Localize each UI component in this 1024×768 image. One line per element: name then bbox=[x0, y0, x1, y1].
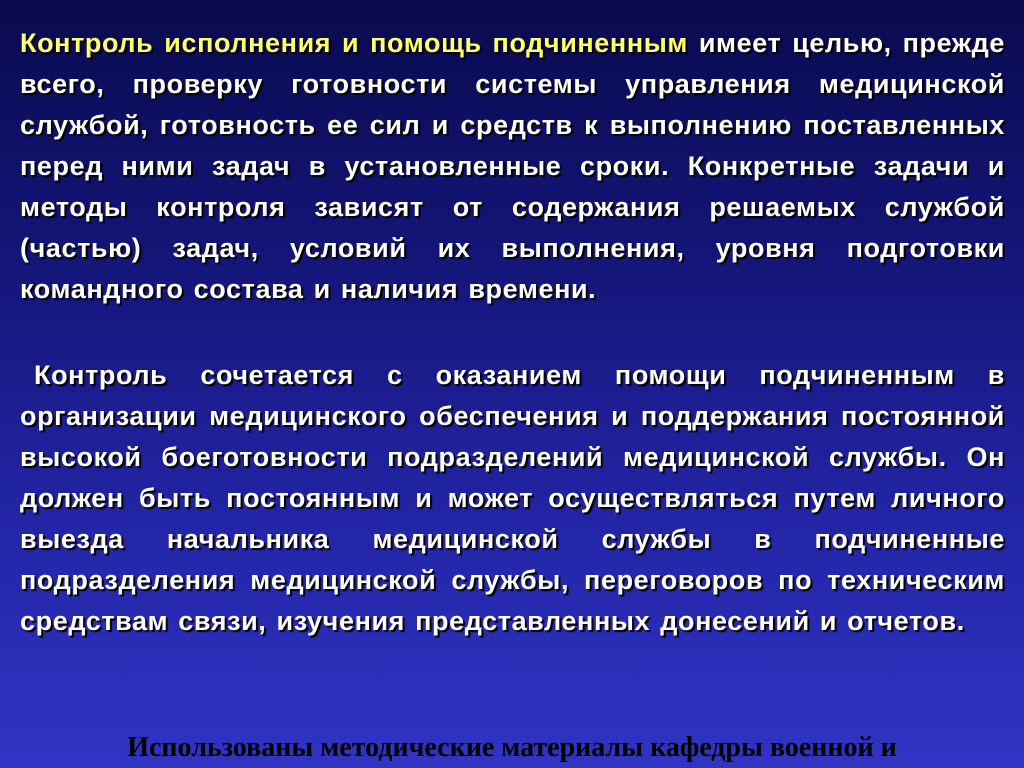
paragraph-1-text: имеет целью, прежде всего, проверку готовности системы управления медицинской службой, готовность ее сил и средств к выполнению поставленных перед ними задач в установленные сроки. Конкретные задачи и методы контроля зависят от содержания решаемых службой (частью) задач, условий их выполнения, уровня подготовки командного состава и наличия времени. bbox=[20, 28, 1005, 304]
paragraph-1 bbox=[20, 23, 1005, 310]
highlighted-phrase: Контроль исполнения и помощь подчиненным bbox=[20, 28, 688, 58]
footer-note: Использованы методические материалы кафедры военной и bbox=[127, 732, 897, 763]
paragraph-2: Контроль сочетается с оказанием помощи подчиненным в организации медицинского обеспечения и поддержания постоянной высокой боеготовности подразделений медицинской службы. Он должен быть постоянным и может осуществляться путем личного выезда начальника медицинской службы в подчиненные подразделения медицинской службы, переговоров по техническим средствам связи, изучения представленных донесений и отчетов. bbox=[20, 360, 1005, 636]
